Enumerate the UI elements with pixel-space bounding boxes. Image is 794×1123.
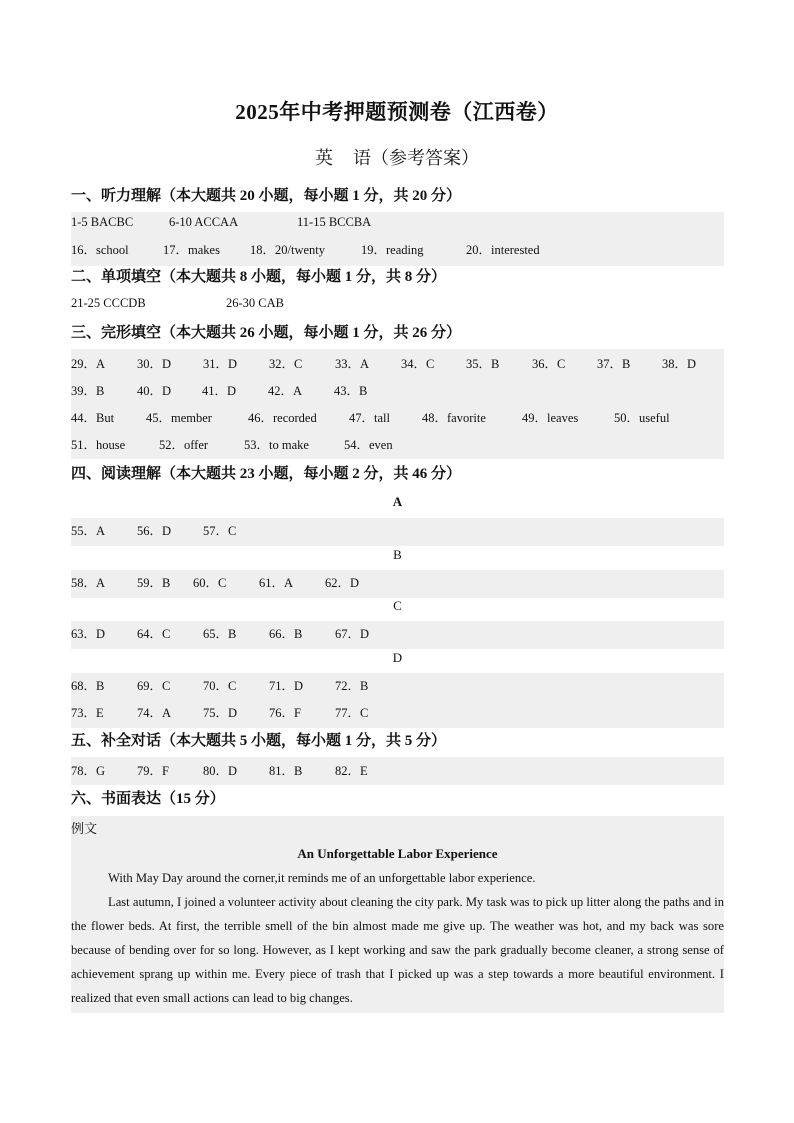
answer-item: 60．C xyxy=(193,576,227,590)
passage-label-c: C xyxy=(393,598,402,613)
answer-row xyxy=(71,703,368,721)
answer-item: 63．D xyxy=(71,627,106,641)
answer-item: 71．D xyxy=(269,679,304,693)
passage-label-d: D xyxy=(392,650,403,665)
answer-item: 62．D xyxy=(325,576,360,590)
answer-row xyxy=(71,354,696,372)
answer-item: 30．D xyxy=(137,357,172,371)
answer-item: 16．school xyxy=(71,243,129,257)
answer-item: 65．B xyxy=(203,627,237,641)
answer-item: 61．A xyxy=(259,576,294,590)
answer-row xyxy=(71,761,368,779)
answer-item: 72．B xyxy=(335,679,369,693)
answer-item: 66．B xyxy=(269,627,303,641)
answer-item: 32．C xyxy=(269,357,303,371)
answer-item: 46．recorded xyxy=(248,411,317,425)
answer-item: 21-25 CCCDB xyxy=(71,296,146,310)
answer-item: 26-30 CAB xyxy=(226,296,284,310)
answer-item: 34．C xyxy=(401,357,435,371)
answer-item: 52．offer xyxy=(159,438,209,452)
answer-item: 45．member xyxy=(146,411,212,425)
answer-item: 48．favorite xyxy=(422,411,486,425)
answer-row xyxy=(71,521,236,539)
answer-item: 68．B xyxy=(71,679,105,693)
answer-item: 43．B xyxy=(334,384,368,398)
answer-item: 80．D xyxy=(203,764,238,778)
answer-item: 74．A xyxy=(137,706,172,720)
sample-essay-label: 例文 xyxy=(71,821,98,836)
section-heading-listening: 一、听力理解（本大题共 20 小题，每小题 1 分，共 20 分） xyxy=(71,188,462,204)
answer-item: 36．C xyxy=(532,357,566,371)
answer-item: 40．D xyxy=(137,384,172,398)
answer-item: 18．20/twenty xyxy=(250,243,325,257)
answer-row xyxy=(71,381,367,399)
answer-item: 1-5 BACBC xyxy=(71,215,134,229)
answer-item: 31．D xyxy=(203,357,238,371)
answer-item: 59．B xyxy=(137,576,171,590)
answer-item: 29．A xyxy=(71,357,106,371)
answer-item: 41．D xyxy=(202,384,237,398)
answer-item: 49．leaves xyxy=(522,411,579,425)
answer-item: 79．F xyxy=(137,764,169,778)
answer-item: 33．A xyxy=(335,357,370,371)
answer-row xyxy=(71,408,670,426)
answer-item: 70．C xyxy=(203,679,237,693)
answer-row xyxy=(71,240,540,258)
answer-item: 11-15 BCCBA xyxy=(297,215,372,229)
answer-item: 58．A xyxy=(71,576,106,590)
answer-item: 82．E xyxy=(335,764,368,778)
section-heading-dialogue: 五、补全对话（本大题共 5 小题，每小题 1 分，共 5 分） xyxy=(71,733,447,749)
answer-item: 76．F xyxy=(269,706,301,720)
answer-item: 78．G xyxy=(71,764,106,778)
answer-item: 37．B xyxy=(597,357,631,371)
answer-item: 39．B xyxy=(71,384,105,398)
answer-item: 44．But xyxy=(71,411,115,425)
answer-item: 50．useful xyxy=(614,411,670,425)
answer-item: 69．C xyxy=(137,679,171,693)
answer-item: 54．even xyxy=(344,438,393,452)
essay-paragraph: Last autumn, I joined a volunteer activity about cleaning the city park. My task was to pick up litter along the paths and in the flower beds. At first, the terrible smell of the bin almost made me give up. The weather was hot, and my back was sore because of bending over for so long. However, as I kept working and saw the park gradually become cleaner, a strong sense of achievement sprang up within me. Every piece of trash that I picked up was a step towards a more beautiful environment. I realized that even small actions can lead to big changes. xyxy=(71,895,724,1005)
answer-item: 51．house xyxy=(71,438,126,452)
answer-item: 35．B xyxy=(466,357,500,371)
answer-item: 6-10 ACCAA xyxy=(169,215,239,229)
section-heading-single-choice: 二、单项填空（本大题共 8 小题，每小题 1 分，共 8 分） xyxy=(71,269,447,285)
answer-item: 81．B xyxy=(269,764,303,778)
page-title: 2025年中考押题预测卷（江西卷） xyxy=(235,100,559,124)
answer-item: 77．C xyxy=(335,706,369,720)
answer-row xyxy=(71,676,368,694)
answer-item: 53．to make xyxy=(244,438,309,452)
answer-item: 56．D xyxy=(137,524,172,538)
essay-body xyxy=(71,866,724,1010)
answer-item: 64．C xyxy=(137,627,171,641)
passage-label-b: B xyxy=(393,547,402,562)
answer-row xyxy=(71,573,359,591)
passage-label-a: A xyxy=(392,494,403,509)
answer-item: 38．D xyxy=(662,357,697,371)
answer-item: 57．C xyxy=(203,524,237,538)
answer-row xyxy=(71,296,284,311)
section-heading-reading: 四、阅读理解（本大题共 23 小题，每小题 2 分，共 46 分） xyxy=(71,466,462,482)
answer-item: 19．reading xyxy=(361,243,424,257)
page-subtitle xyxy=(0,144,794,170)
answer-item: 73．E xyxy=(71,706,104,720)
answer-item: 75．D xyxy=(203,706,238,720)
answer-item: 47．tall xyxy=(349,411,390,425)
section-heading-cloze: 三、完形填空（本大题共 26 小题，每小题 1 分，共 26 分） xyxy=(71,325,462,341)
essay-title: An Unforgettable Labor Experience xyxy=(297,846,498,861)
subject-rest: 语（参考答案） xyxy=(353,148,479,168)
answer-item: 17．makes xyxy=(163,243,220,257)
answer-row xyxy=(71,624,369,642)
answer-item: 55．A xyxy=(71,524,106,538)
subject-char: 英 xyxy=(315,148,333,168)
answer-item: 67．D xyxy=(335,627,370,641)
answer-row xyxy=(71,215,371,230)
answer-item: 42．A xyxy=(268,384,303,398)
section-heading-writing: 六、书面表达（15 分） xyxy=(71,791,225,807)
essay-paragraph: With May Day around the corner,it reminds me of an unforgettable labor experience. xyxy=(108,871,536,885)
answer-row xyxy=(71,435,393,453)
answer-item: 20．interested xyxy=(466,243,540,257)
